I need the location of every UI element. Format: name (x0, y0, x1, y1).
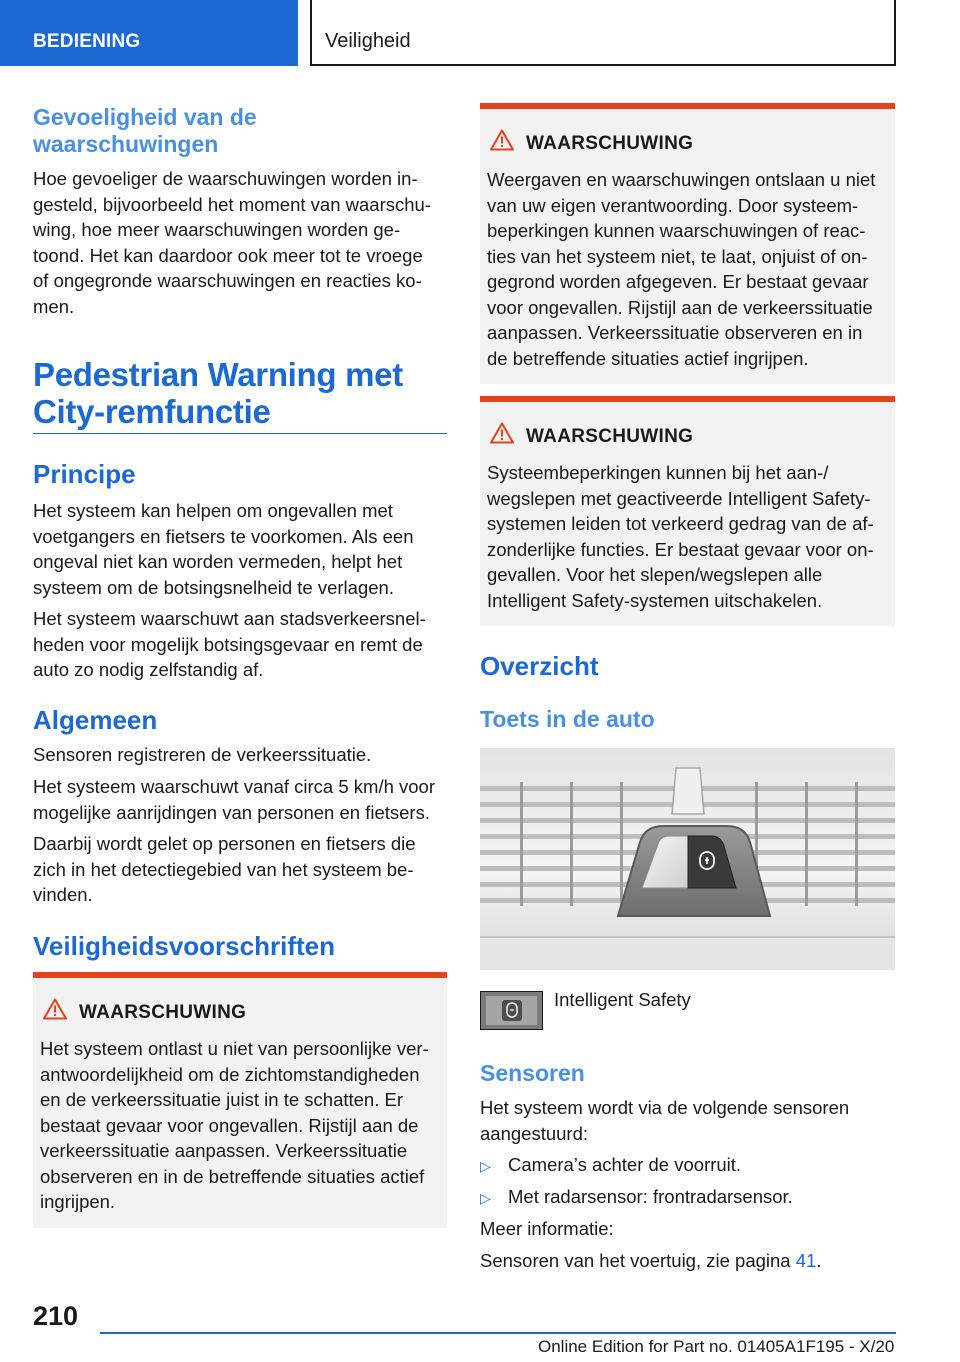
text-line: aangestuurd: (480, 1122, 589, 1144)
toets-heading: Toets in de auto (480, 706, 655, 732)
intelligent-safety-label: Intelligent Safety (554, 989, 691, 1010)
warning-text (487, 460, 887, 613)
text-line: toond. Het kan daardoor ook meer tot te vroege (33, 244, 423, 266)
text-line: zich in het detectiegebied van het systeem be- (33, 858, 414, 880)
warning-title: WAARSCHUWING (526, 426, 694, 447)
triangle-bullet-icon: ▷ (480, 1190, 491, 1206)
warning-box (480, 396, 895, 626)
text-line: Het systeem waarschuwt aan stadsverkeersnel- (33, 608, 426, 629)
text-line: verkeerssituatie aanpassen. Verkeerssituatie (40, 1140, 408, 1161)
topic-tab (310, 0, 896, 66)
page-title (33, 356, 403, 430)
page-reference-suffix: . (816, 1250, 822, 1271)
overzicht-heading: Overzicht (480, 651, 599, 681)
edition-note: Online Edition for Part no. 01405A1F195 - X/20 (538, 1337, 895, 1356)
text-line: Intelligent Safety-systemen uitschakelen. (487, 589, 823, 611)
sensoren-heading: Sensoren (480, 1060, 585, 1086)
text-line: gegrond worden afgegeven. Er bestaat gevaar (487, 271, 869, 292)
warning-box (480, 103, 895, 384)
warning-title: WAARSCHUWING (526, 133, 694, 154)
text-line: vinden. (33, 884, 93, 905)
more-info-label: Meer informatie: (480, 1218, 614, 1239)
page-reference (480, 1248, 821, 1274)
warning-triangle-icon (490, 129, 514, 151)
text-line: Het systeem waarschuwt vanaf circa 5 km/h voor (33, 776, 436, 797)
list-item-text: Met radarsensor: frontradarsensor. (508, 1186, 793, 1207)
text-line: auto zo nodig zelfstandig af. (33, 659, 264, 680)
text-line: wing, hoe meer waarschuwingen worden ge- (33, 219, 401, 240)
text-line: bestaat gevaar voor ongevallen. Rijstijl aan de (40, 1114, 419, 1136)
text-line: ongeval niet kan worden vermeden, helpt het (33, 551, 403, 572)
list-item-text: Camera’s achter de voorruit. (508, 1154, 742, 1175)
principe-heading: Principe (33, 459, 136, 489)
text-line: antwoordelijkheid om de zichtomstandigheden (40, 1063, 420, 1085)
text-line: Weergaven en waarschuwingen ontslaan u niet (487, 169, 876, 190)
sensitivity-heading-line: Gevoeligheid van de (33, 104, 257, 130)
text-line: Het systeem ontlast u niet van persoonlijke ver- (40, 1038, 429, 1059)
text-line: heden voor mogelijk botsingsgevaar en remt de (33, 633, 423, 655)
algemeen-paragraph-3 (33, 831, 416, 908)
text-line: Daarbij wordt gelet op personen en fietsers die (33, 833, 416, 854)
sensitivity-paragraph (33, 166, 431, 319)
sensoren-intro (480, 1095, 849, 1146)
title-rule (33, 433, 447, 434)
algemeen-paragraph-1: Sensoren registreren de verkeerssituatie. (33, 744, 372, 765)
page-title-line: Pedestrian Warning met (33, 356, 403, 393)
text-line: gevallen. Voor het slepen/wegslepen alle (487, 564, 823, 585)
section-label: BEDIENING (33, 31, 141, 52)
topic-label: Veiligheid (325, 30, 411, 52)
text-line: aanpassen. Verkeerssituatie observeren en in (487, 322, 863, 343)
veiligheid-heading: Veiligheidsvoorschriften (33, 931, 335, 961)
text-line: ingrijpen. (40, 1191, 116, 1212)
text-line: Het systeem wordt via de volgende sensoren (480, 1097, 850, 1118)
page-number: 210 (33, 1301, 79, 1331)
text-line: observeren en in de betreffende situaties actief (40, 1165, 425, 1187)
footer-rule (100, 1332, 896, 1334)
text-line: Hoe gevoeliger de waarschuwingen worden in- (33, 168, 418, 189)
intelligent-safety-button-icon (480, 991, 543, 1030)
text-line: Het systeem kan helpen om ongevallen met (33, 500, 393, 521)
text-line: wegslepen met geactiveerde Intelligent Safety- (487, 487, 871, 509)
triangle-bullet-icon: ▷ (480, 1158, 491, 1174)
text-line: de betreffende situaties actief ingrijpen. (487, 347, 809, 369)
algemeen-heading: Algemeen (33, 705, 158, 735)
text-line: en de verkeerssituatie juist in te schatten. Er (40, 1089, 403, 1110)
section-tab (0, 0, 298, 66)
warning-triangle-icon (43, 998, 67, 1020)
text-line: voor ongevallen. Rijstijl aan de verkeerssituatie (487, 296, 873, 318)
text-line: Systeembeperkingen kunnen bij het aan-/ (487, 462, 829, 483)
page-title-line: City-remfunctie (33, 393, 271, 430)
text-line: men. (33, 295, 75, 317)
text-line: mogelijke aanrijdingen van personen en fietsers. (33, 801, 430, 823)
warning-triangle-icon (490, 422, 514, 444)
text-line: systemen leiden tot verkeerd gedrag van de af- (487, 513, 874, 534)
text-line: systeem om de botsingsnelheid te verlagen. (33, 576, 394, 598)
text-line: zonderlijke functies. Er bestaat gevaar voor on- (487, 538, 874, 560)
list-item (480, 1184, 793, 1212)
text-line: ties van het systeem niet, te laat, onjuist of on- (487, 245, 868, 267)
text-line: of ongegronde waarschuwingen en reacties ko- (33, 270, 422, 291)
algemeen-paragraph-2 (33, 774, 435, 825)
sensitivity-heading-line: waarschuwingen (33, 131, 219, 157)
page-reference-text: Sensoren van het voertuig, zie pagina (480, 1250, 796, 1271)
list-item (480, 1152, 741, 1180)
warning-text (40, 1036, 439, 1215)
principe-paragraph-2 (33, 606, 426, 683)
text-line: voetgangers en fietsers te voorkomen. Als een (33, 525, 414, 547)
intelligent-safety-button-photo (480, 748, 895, 970)
text-line: gesteld, bijvoorbeeld het moment van waarschu- (33, 193, 431, 215)
text-line: beperkingen kunnen waarschuwingen of reac- (487, 220, 866, 241)
warning-title: WAARSCHUWING (79, 1002, 247, 1023)
principe-paragraph-1 (33, 498, 414, 600)
warning-text (487, 167, 887, 371)
sensitivity-heading (33, 104, 257, 158)
warning-box (33, 972, 447, 1228)
text-line: van uw eigen verantwoording. Door systeem- (487, 194, 859, 216)
page-reference-link[interactable]: 41 (795, 1250, 817, 1271)
